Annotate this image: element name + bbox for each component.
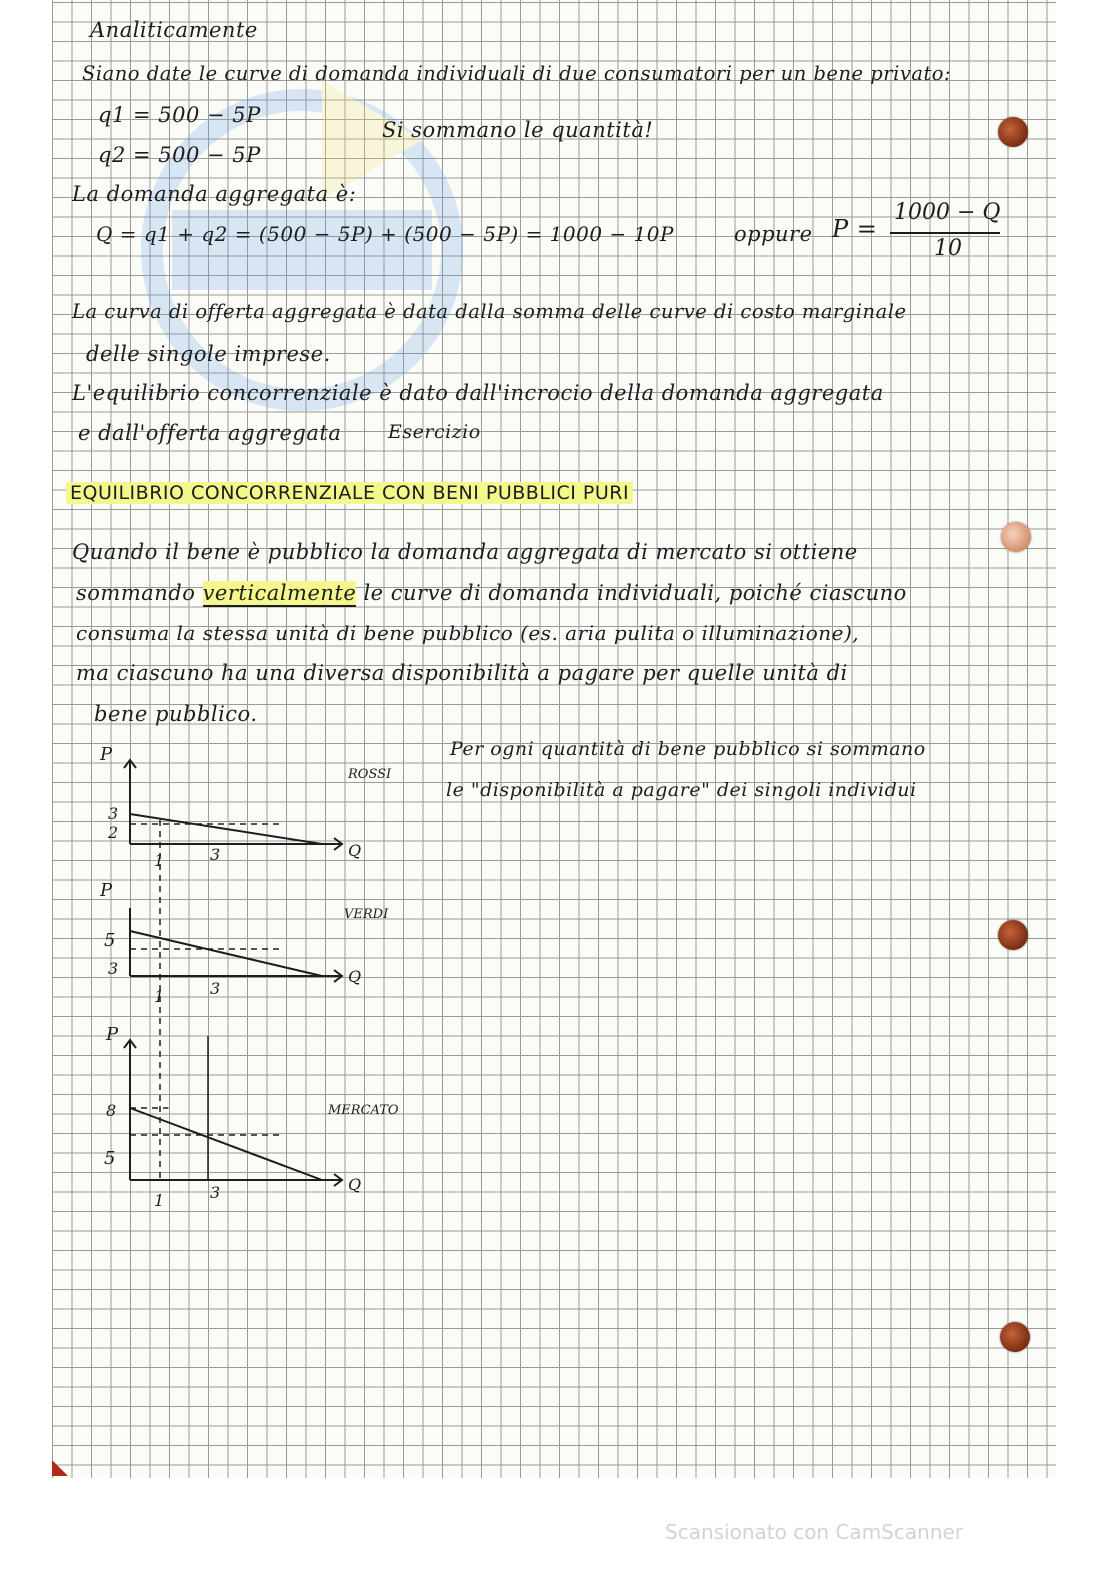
chart-mercato-title: MERCATO [328,1103,399,1118]
chart-verdi-ytick-top: 5 [104,930,116,951]
chart-verdi-title: VERDI [344,907,389,922]
chart-mercato-xtick-3: 3 [210,1183,221,1202]
text-line-premise: Siano date le curve di domanda individuali di due consumatori per un bene privato: [82,62,952,85]
chart-rossi-ytick-mark: 2 [108,823,119,842]
text-line-analiticamente: Analiticamente [90,18,258,42]
page-corner-mark [52,1460,68,1476]
chart-mercato-ylabel: P [106,1024,119,1045]
text-sommando: sommando [76,581,203,605]
binder-hole-3 [998,920,1028,950]
chart-rossi-ytick-top: 3 [108,804,119,823]
paragraph-line-1: Quando il bene è pubblico la domanda aggregata di mercato si ottiene [72,540,858,564]
paragraph-line-2 [76,581,907,605]
chart-mercato-xlabel: Q [348,1175,362,1194]
text-oppure: oppure [734,222,813,246]
side-note-line-1: Per ogni quantità di bene pubblico si sommano [450,738,926,760]
chart-rossi-xtick-1: 1 [154,851,165,870]
chart-rossi-ylabel: P [100,744,113,765]
fraction-numerator: 1000 − Q [894,200,1001,225]
text-line-equilibrium: L'equilibrio concorrenziale è dato dall'incrocio della domanda aggregata [72,381,884,405]
chart-mercato-ytick-top: 8 [106,1101,117,1120]
scanner-footer: Scansionato con CamScanner [665,1520,963,1544]
equation-q1: q1 = 500 − 5P [98,103,261,127]
chart-mercato-ytick-mark: 5 [104,1148,116,1169]
binder-hole-1 [998,117,1028,147]
text-line-aggregate-supply: La curva di offerta aggregata è data dalla somma delle curve di costo marginale [72,300,907,323]
paragraph-line-3: consuma la stessa unità di bene pubblico (es. aria pulita o illuminazione), [76,621,860,645]
highlight-verticalmente: verticalmente [202,581,357,605]
chart-verdi-xtick-1: 1 [154,987,165,1006]
chart-rossi-xlabel: Q [348,841,362,860]
chart-rossi-title: ROSSI [348,767,392,782]
section-heading: EQUILIBRIO CONCORRENZIALE CON BENI PUBBLICI PURI [66,482,633,504]
fraction-bar [890,232,1000,234]
chart-mercato-xtick-1: 1 [154,1191,165,1210]
chart-verdi-xlabel: Q [348,967,362,986]
text-line-aggregate-offer: e dall'offerta aggregata [78,421,342,445]
chart-rossi-xtick-3: 3 [210,845,221,864]
text-curves-individual: le curve di domanda individuali, poiché ciascuno [356,581,907,605]
equation-p-label: P = [832,215,878,243]
text-esercizio: Esercizio [388,421,481,443]
chart-verdi-ytick-mark: 3 [108,959,119,978]
paragraph-line-5: bene pubblico. [94,702,258,726]
binder-hole-4 [1000,1322,1030,1352]
text-line-aggregate-demand: La domanda aggregata è: [72,182,357,206]
side-note-line-2: le "disponibilità a pagare" dei singoli individui [446,779,917,801]
chart-verdi-xtick-3: 3 [210,979,221,998]
equation-aggregate-q: Q = q1 + q2 = (500 − 5P) + (500 − 5P) = 1000 − 10P [96,222,674,246]
binder-hole-2 [1001,522,1031,552]
chart-guides [92,820,292,1220]
text-line-single-firms: delle singole imprese. [86,342,331,366]
chart-verdi-ylabel: P [100,880,113,901]
fraction-denominator: 10 [934,236,962,261]
note-sum-quantities: Si sommano le quantità! [382,118,654,142]
paragraph-line-4: ma ciascuno ha una diversa disponibilità a pagare per quelle unità di [76,661,848,685]
grid-paper-sheet [52,0,1056,1478]
equation-q2: q2 = 500 − 5P [98,143,261,167]
